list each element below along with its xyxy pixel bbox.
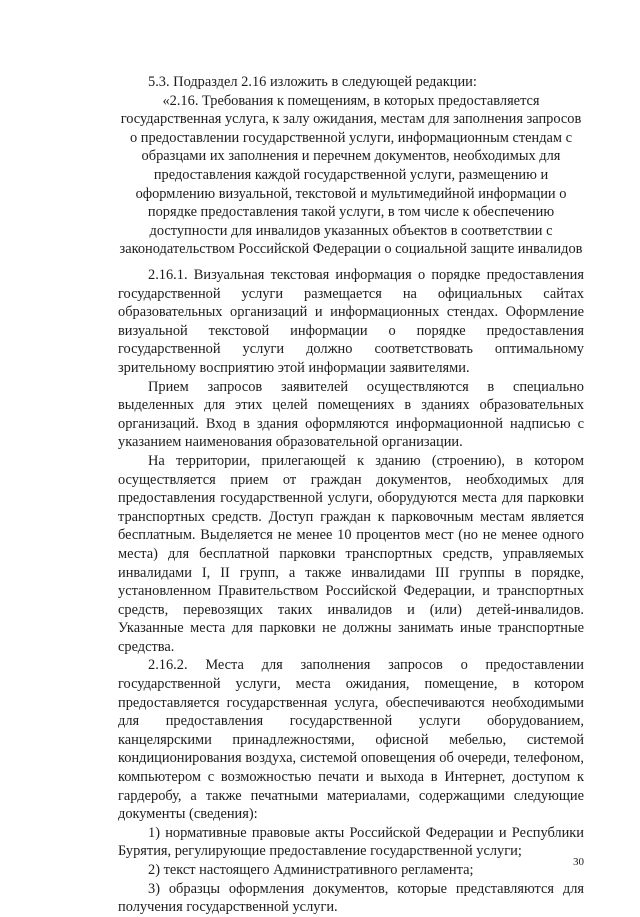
paragraph-requests-reception: Прием запросов заявителей осуществляются в специально выделенных для этих целей помещениях в зданиях образовательных организаций. Вход в здания оформляются информационной надписью с указанием наименования образовательной организации. [118, 378, 584, 451]
section-heading: «2.16. Требования к помещениям, в которых предоставляется государственная услуга, к залу ожидания, местам для заполнения запросов о предоставлении государственной услуги, информационным стендам с образцами их заполнения и перечнем документов, необходимых для предоставления каждой государственной услуги, размещению и оформлению визуальной, текстовой и мультимедийной информации о порядке предоставления такой услуги, в том числе к обеспечению доступности для инвалидов указанных объектов в соответствии с законодательством Российской Федерации о социальной защите инвалидов [119, 92, 583, 258]
list-item-1: 1) нормативные правовые акты Российской Федерации и Республики Бурятия, регулирующие предоставление государственной услуги; [118, 824, 584, 860]
paragraph-2-16-2: 2.16.2. Места для заполнения запросов о предоставлении государственной услуги, места ожидания, помещение, в котором предоставляется государственная услуга, обеспечиваются необходимыми для предоставления государственной услуги оборудованием, канцелярскими принадлежностями, офисной мебелью, системой кондиционирования воздуха, системой оповещения об очереди, телефоном, компьютером с возможностью печати и выхода в Интернет, доступом к гардеробу, а также печатными материалами, содержащими следующие документы (сведения): [118, 657, 584, 823]
paragraph-parking: На территории, прилегающей к зданию (строению), в котором осуществляется прием от граждан документов, необходимых для предоставления государственной услуги, оборудуются места для парковки транспортных средств. Доступ граждан к парковочным местам является бесплатным. Выделяется не менее 10 процентов мест (но не менее одного места) для бесплатной парковки транспортных средств, управляемых инвалидами I, II групп, а также инвалидами III группы в порядке, установленном Правительством Российской Федерации, и транспортных средств, перевозящих таких инвалидов и (или) детей-инвалидов. Указанные места для парковки не должны занимать иные транспортные средства. [118, 452, 584, 655]
paragraph-2-16-1: 2.16.1. Визуальная текстовая информация о порядке предоставления государственной услуги размещается на официальных сайтах образовательных организаций и информационных стендах. Оформление визуальной текстовой информации о порядке предоставления государственной услуги должно соответствовать оптимальному зрительному восприятию этой информации заявителями. [118, 267, 584, 376]
list-item-2: 2) текст настоящего Административного регламента; [148, 862, 474, 878]
amendment-intro [118, 73, 584, 259]
amendment-instruction: 5.3. Подраздел 2.16 изложить в следующей редакции: [148, 74, 477, 90]
section-body [118, 266, 584, 917]
list-item-3: 3) образцы оформления документов, которые представляются для получения государственной услуги. [118, 880, 584, 916]
page-number: 30 [573, 856, 584, 868]
